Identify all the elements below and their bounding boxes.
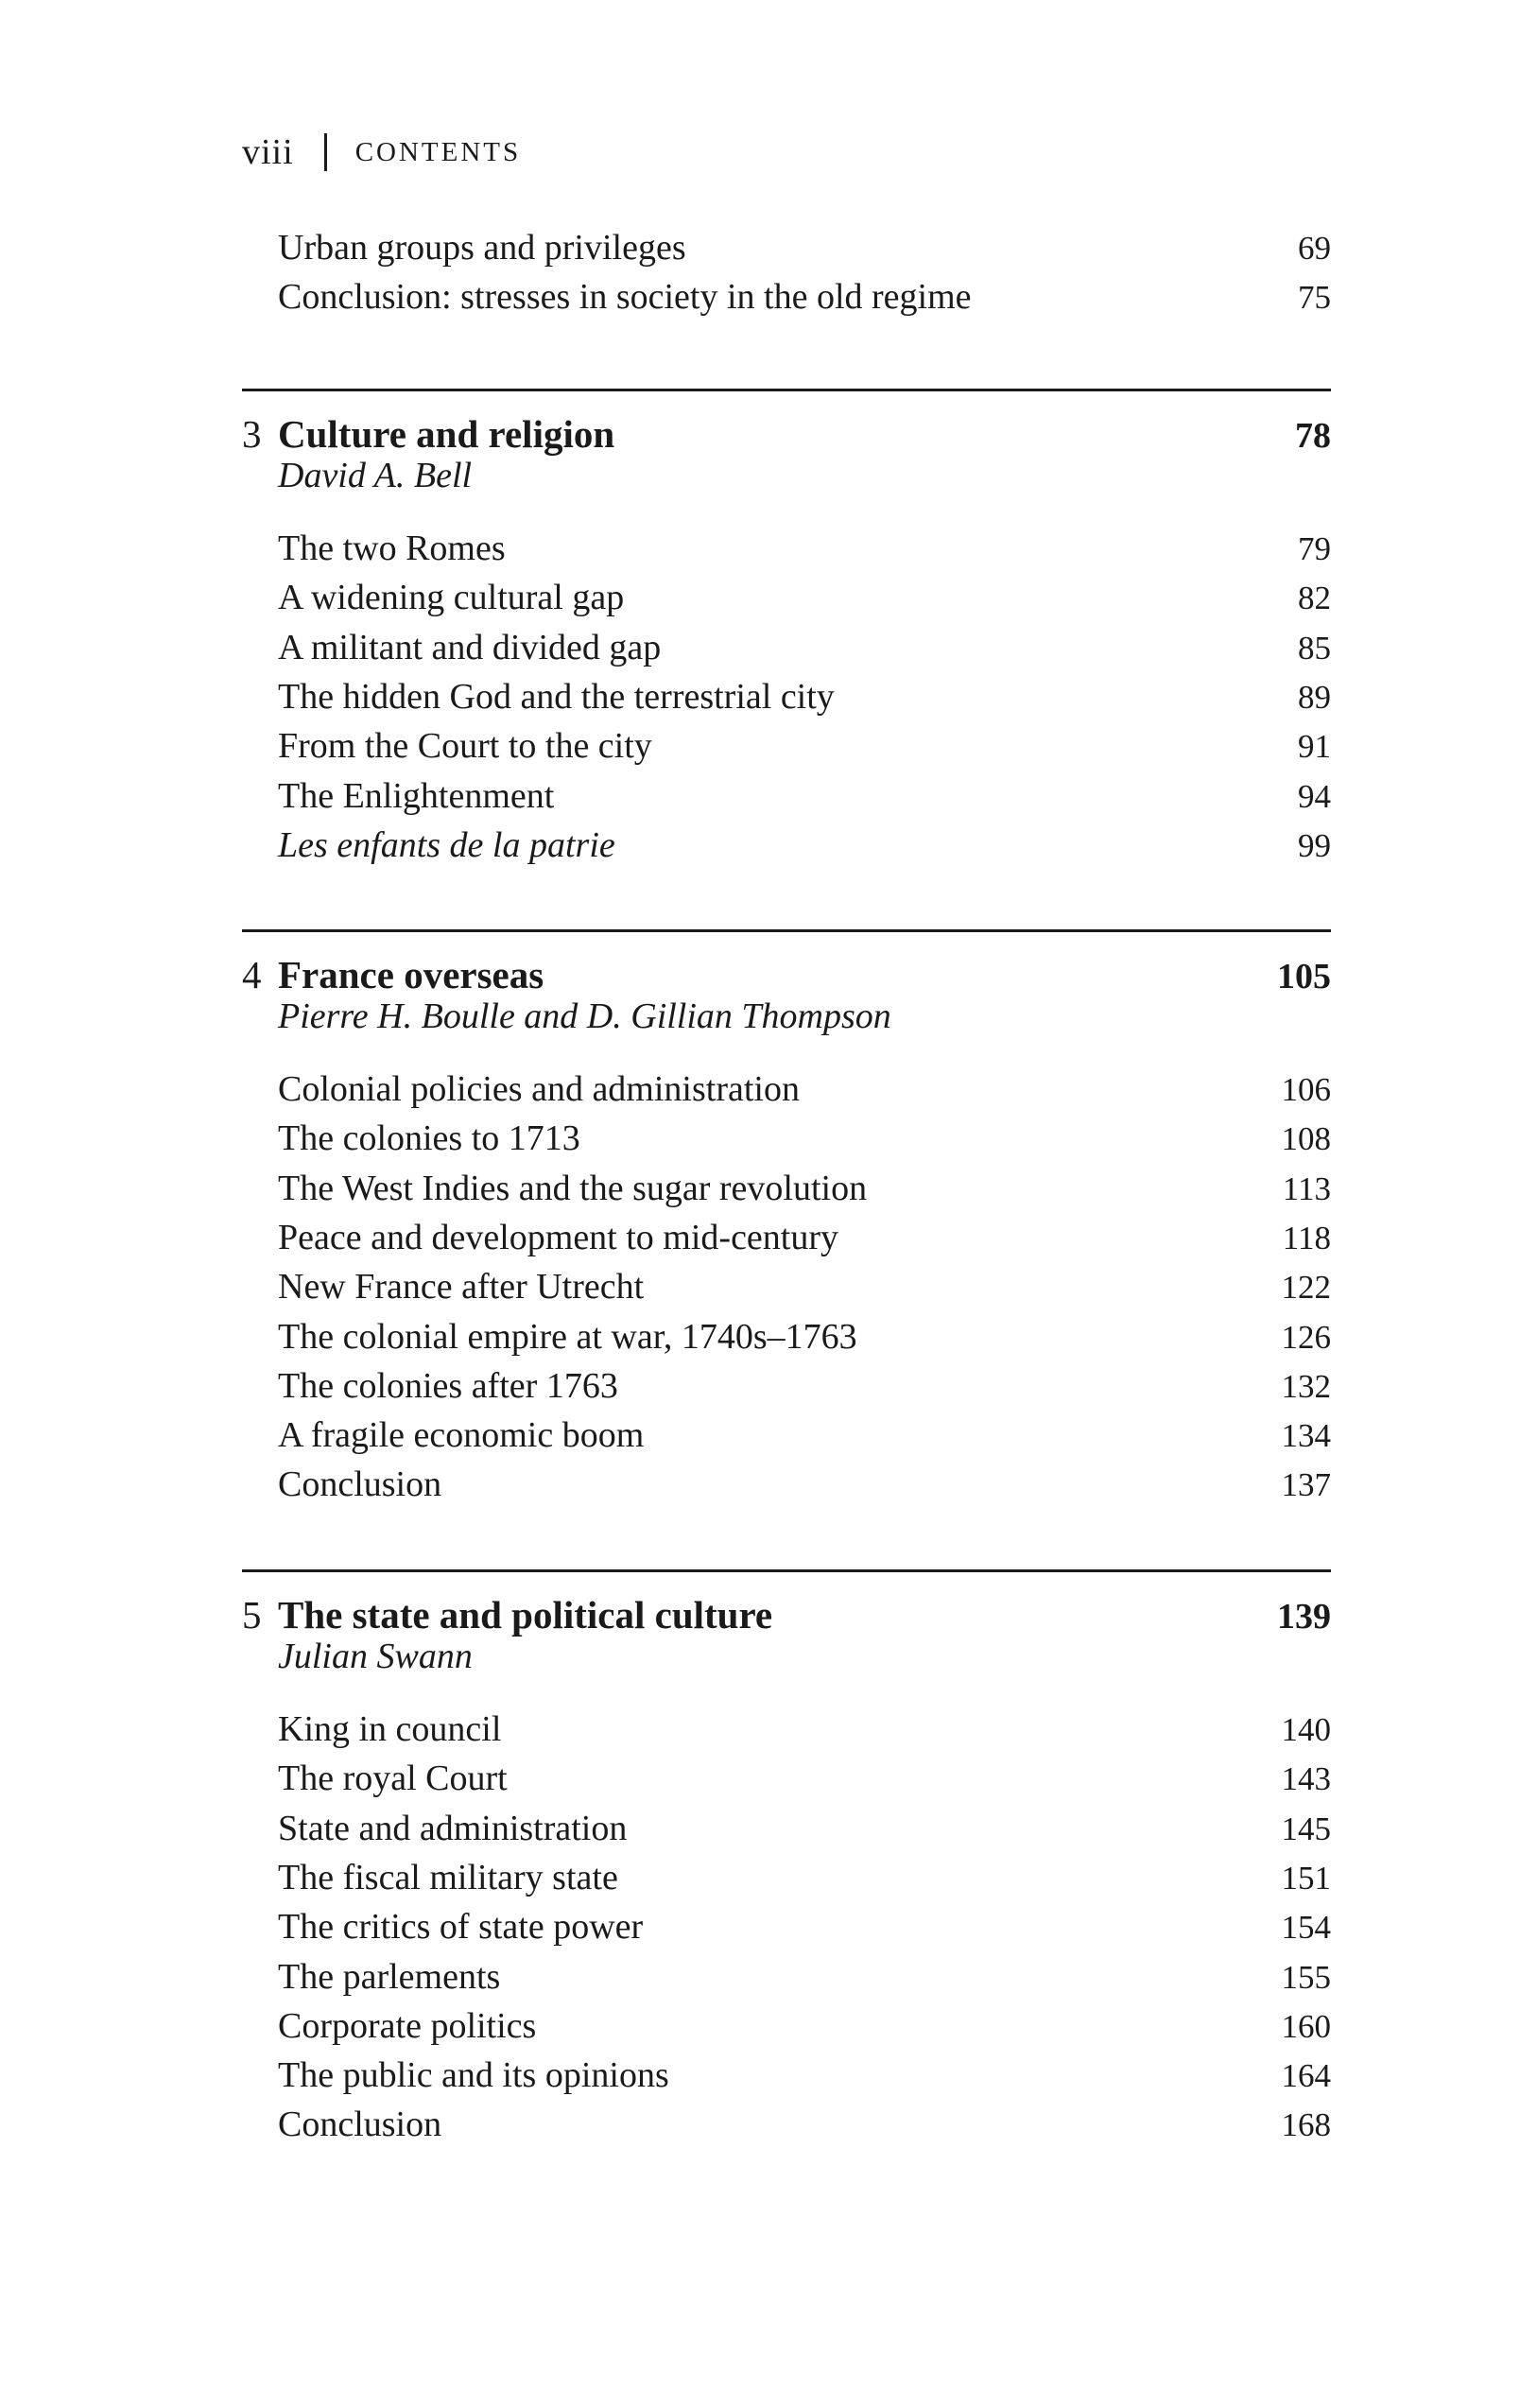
toc-entry-title: The West Indies and the sugar revolution (278, 1168, 868, 1208)
chapter-title: France overseas (278, 953, 544, 996)
toc-entry-page: 118 (1282, 1219, 1331, 1256)
toc-entry-title: A militant and divided gap (278, 627, 662, 667)
toc-entry (278, 771, 1331, 821)
chapter-number: 3 (242, 412, 262, 456)
toc-entry-page: 151 (1281, 1859, 1331, 1897)
toc-entry (278, 1853, 1331, 1902)
toc-entry (278, 1411, 1331, 1460)
toc-entry (278, 1804, 1331, 1853)
toc-entry-title: The colonies to 1713 (278, 1118, 580, 1159)
chapter-number: 4 (242, 953, 262, 996)
toc-entry (278, 1361, 1331, 1411)
toc-entry-page: 155 (1281, 1958, 1331, 1996)
toc-entry (278, 1312, 1331, 1361)
toc-entry (278, 223, 1331, 272)
toc-entry-title: Conclusion (278, 1464, 442, 1505)
toc-entry-page: 106 (1281, 1071, 1331, 1108)
toc-entry (278, 1114, 1331, 1163)
toc-entry-title: Urban groups and privileges (278, 228, 686, 268)
toc-entry-page: 79 (1298, 530, 1331, 567)
toc-entry-page: 113 (1282, 1169, 1331, 1207)
toc-entry-title: The fiscal military state (278, 1857, 618, 1897)
toc-entry-title: Peace and development to mid-century (278, 1217, 839, 1257)
toc-entry (278, 2051, 1331, 2100)
toc-entry (278, 1164, 1331, 1213)
toc-entry-title: The colonial empire at war, 1740s–1763 (278, 1316, 857, 1357)
toc-entry-page: 160 (1281, 2007, 1331, 2045)
toc-entry-page: 82 (1298, 580, 1331, 617)
chapter-divider (242, 389, 1331, 391)
toc-entry-page: 69 (1298, 230, 1331, 267)
toc-entry (278, 1065, 1331, 1114)
chapter-divider (242, 1569, 1331, 1572)
toc-entry (278, 272, 1331, 321)
toc-entry-title: The critics of state power (278, 1907, 644, 1948)
running-head (242, 129, 521, 176)
toc-entry-title: King in council (278, 1709, 502, 1749)
toc-entry-page: 164 (1281, 2057, 1331, 2095)
toc-entry-title: The Enlightenment (278, 775, 555, 816)
chapter-title: The state and political culture (278, 1593, 773, 1637)
toc-entry-page: 122 (1281, 1269, 1331, 1307)
toc-entry (278, 623, 1331, 672)
toc-entry (278, 1705, 1331, 1754)
page-folio: viii (242, 132, 294, 172)
toc-entry-page: 108 (1281, 1120, 1331, 1158)
toc-entry (278, 1262, 1331, 1311)
toc-entry-page: 99 (1298, 826, 1331, 864)
toc-entry-title: A fragile economic boom (278, 1415, 645, 1456)
toc-entry-title: Les enfants de la patrie (278, 824, 615, 865)
toc-entry-page: 94 (1298, 777, 1331, 815)
toc-entry-page: 154 (1281, 1909, 1331, 1947)
chapter-author: Julian Swann (278, 1637, 473, 1676)
chapter-author: David A. Bell (278, 456, 473, 495)
toc-entry (278, 1902, 1331, 1951)
toc-entry (278, 672, 1331, 721)
chapter-title: Culture and religion (278, 412, 615, 456)
toc-entry-title: Conclusion (278, 2105, 442, 2145)
toc-entry (278, 721, 1331, 771)
chapter-author: Pierre H. Boulle and D. Gillian Thompson (278, 996, 891, 1036)
running-head-label: CONTENTS (354, 136, 522, 167)
toc-entry-page: 168 (1281, 2106, 1331, 2144)
toc-entry-title: State and administration (278, 1808, 628, 1848)
toc-entry-title: The colonies after 1763 (278, 1365, 618, 1406)
toc-entry-page: 145 (1281, 1810, 1331, 1847)
toc-entry-title: The hidden God and the terrestrial city (278, 676, 835, 717)
toc-entry-title: New France after Utrecht (278, 1267, 645, 1308)
toc-entry (278, 524, 1331, 573)
toc-entry (278, 1952, 1331, 2001)
toc-entry (278, 573, 1331, 622)
toc-entry-title: From the Court to the city (278, 726, 652, 767)
toc-entry-title: The royal Court (278, 1758, 508, 1799)
toc-entry (278, 1460, 1331, 1509)
toc-entry-page: 85 (1298, 629, 1331, 667)
toc-entry (278, 1213, 1331, 1262)
toc-entry-title: The parlements (278, 1956, 501, 1997)
toc-entry-page: 137 (1281, 1466, 1331, 1504)
toc-entry-title: Colonial policies and administration (278, 1069, 800, 1109)
toc-entry-page: 91 (1298, 728, 1331, 766)
toc-entry-page: 132 (1281, 1367, 1331, 1405)
toc-entry (278, 1754, 1331, 1803)
toc-entry-page: 143 (1281, 1760, 1331, 1798)
chapter-divider (242, 929, 1331, 932)
toc-entry (278, 821, 1331, 870)
toc-entry-page: 89 (1298, 678, 1331, 716)
toc-entry-page: 140 (1281, 1711, 1331, 1748)
toc-entry (278, 2100, 1331, 2149)
chapter-number: 5 (242, 1593, 262, 1637)
chapter-page: 139 (1277, 1597, 1331, 1637)
toc-entry-title: The two Romes (278, 528, 506, 568)
running-head-divider (324, 133, 327, 171)
toc-entry-title: Corporate politics (278, 2005, 537, 2046)
toc-entry-title: Conclusion: stresses in society in the old regime (278, 277, 972, 318)
toc-entry-title: The public and its opinions (278, 2055, 669, 2096)
toc-entry (278, 2001, 1331, 2051)
toc-entry-page: 75 (1298, 279, 1331, 317)
toc-entry-page: 134 (1281, 1417, 1331, 1455)
chapter-page: 78 (1295, 416, 1331, 456)
chapter-page: 105 (1277, 957, 1331, 996)
toc-entry-title: A widening cultural gap (278, 578, 625, 618)
toc-entry-page: 126 (1281, 1318, 1331, 1356)
